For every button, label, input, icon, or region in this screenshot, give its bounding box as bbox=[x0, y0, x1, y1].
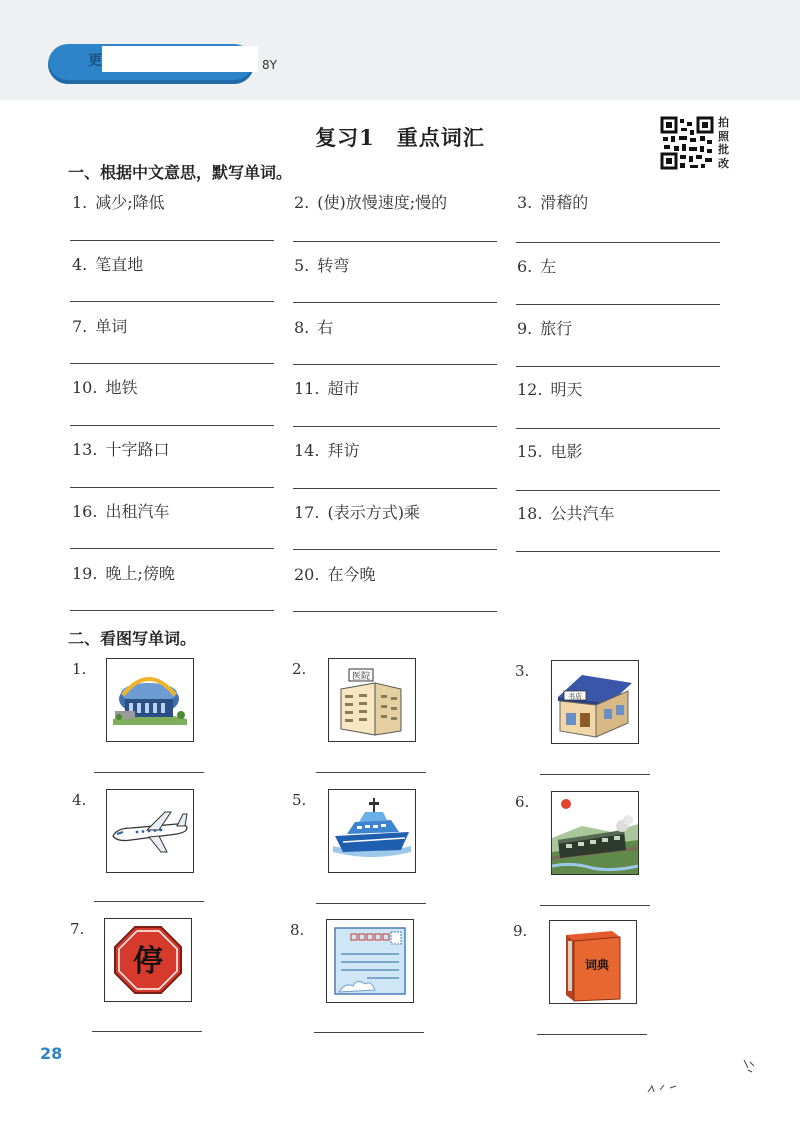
vocab-item-6: 6. 左 bbox=[517, 257, 557, 276]
ship-icon bbox=[329, 790, 415, 872]
stadium-icon bbox=[107, 659, 193, 741]
postcard-icon bbox=[327, 920, 413, 1002]
dictionary-title: 词典 bbox=[584, 958, 610, 972]
answer-blank-4[interactable] bbox=[70, 301, 274, 302]
picture-box-8 bbox=[326, 919, 414, 1003]
picture-box-3 bbox=[551, 660, 639, 744]
answer-blank-7[interactable] bbox=[70, 363, 274, 364]
answer-blank-20[interactable] bbox=[293, 611, 497, 612]
answer-blank-2[interactable] bbox=[293, 241, 497, 242]
vocab-item-16: 16. 出租汽车 bbox=[72, 502, 170, 521]
picture-box-6 bbox=[551, 791, 639, 875]
answer-blank-3[interactable] bbox=[516, 242, 720, 243]
picture-box-2 bbox=[328, 658, 416, 742]
answer-blank-19[interactable] bbox=[70, 610, 274, 611]
picture-blank-8[interactable] bbox=[314, 1032, 424, 1033]
picture-blank-2[interactable] bbox=[316, 772, 426, 773]
answer-blank-1[interactable] bbox=[70, 240, 274, 241]
qr-label: 拍 照 批 改 bbox=[718, 116, 729, 170]
picture-number-3: 3. bbox=[515, 662, 530, 680]
stop-sign-text: 停 bbox=[133, 944, 163, 979]
vocab-item-12: 12. 明天 bbox=[517, 380, 583, 399]
shop-sign: 书店 bbox=[568, 692, 582, 701]
picture-blank-5[interactable] bbox=[316, 903, 426, 904]
answer-blank-14[interactable] bbox=[293, 488, 497, 489]
answer-blank-15[interactable] bbox=[516, 490, 720, 491]
picture-number-2: 2. bbox=[292, 660, 307, 678]
vocab-item-13: 13. 十字路口 bbox=[72, 440, 170, 459]
vocab-item-7: 7. 单词 bbox=[72, 317, 128, 336]
vocab-item-15: 15. 电影 bbox=[517, 442, 583, 461]
answer-blank-8[interactable] bbox=[293, 364, 497, 365]
vocab-item-20: 20. 在今晚 bbox=[294, 565, 376, 584]
dictionary-icon bbox=[550, 921, 636, 1003]
answer-blank-6[interactable] bbox=[516, 304, 720, 305]
vocab-item-8: 8. 右 bbox=[294, 318, 334, 337]
picture-blank-3[interactable] bbox=[540, 774, 650, 775]
picture-box-7 bbox=[104, 918, 192, 1002]
redaction-patch bbox=[102, 46, 258, 72]
unit-tag: 更 bbox=[88, 53, 102, 69]
plane-icon bbox=[107, 790, 193, 872]
picture-number-1: 1. bbox=[72, 660, 87, 678]
hospital-icon bbox=[329, 659, 415, 741]
stop-sign-icon bbox=[105, 919, 191, 1001]
answer-blank-16[interactable] bbox=[70, 548, 274, 549]
vocab-item-14: 14. 拜访 bbox=[294, 441, 360, 460]
answer-blank-9[interactable] bbox=[516, 366, 720, 367]
picture-number-4: 4. bbox=[72, 791, 87, 809]
page-number: 28 bbox=[40, 1044, 63, 1063]
vocab-item-18: 18. 公共汽车 bbox=[517, 504, 615, 523]
picture-blank-9[interactable] bbox=[537, 1034, 647, 1035]
answer-blank-11[interactable] bbox=[293, 426, 497, 427]
picture-box-4 bbox=[106, 789, 194, 873]
section1-heading: 一、根据中文意思，默写单词。 bbox=[68, 163, 293, 182]
vocab-item-1: 1. 减少;降低 bbox=[72, 193, 165, 212]
vocab-item-2: 2. (使)放慢速度;慢的 bbox=[294, 193, 448, 212]
picture-number-8: 8. bbox=[290, 921, 305, 939]
picture-blank-1[interactable] bbox=[94, 772, 204, 773]
qr-code-icon[interactable] bbox=[660, 116, 714, 170]
picture-blank-6[interactable] bbox=[540, 905, 650, 906]
vocab-item-11: 11. 超市 bbox=[294, 379, 360, 398]
answer-blank-5[interactable] bbox=[293, 302, 497, 303]
vocab-item-19: 19. 晚上;傍晚 bbox=[72, 564, 175, 583]
answer-blank-12[interactable] bbox=[516, 428, 720, 429]
answer-blank-17[interactable] bbox=[293, 549, 497, 550]
picture-box-1 bbox=[106, 658, 194, 742]
vocab-item-10: 10. 地铁 bbox=[72, 378, 138, 397]
picture-blank-4[interactable] bbox=[94, 901, 204, 902]
shop-icon bbox=[552, 661, 638, 743]
vocab-item-5: 5. 转弯 bbox=[294, 256, 350, 275]
picture-box-9 bbox=[549, 920, 637, 1004]
page-title: 复习1 重点词汇 bbox=[315, 125, 485, 150]
answer-blank-13[interactable] bbox=[70, 487, 274, 488]
picture-number-5: 5. bbox=[292, 791, 307, 809]
vocab-item-3: 3. 滑稽的 bbox=[517, 193, 589, 212]
picture-number-7: 7. bbox=[70, 920, 85, 938]
unit-code: 8Y bbox=[262, 58, 277, 72]
picture-box-5 bbox=[328, 789, 416, 873]
picture-number-6: 6. bbox=[515, 793, 530, 811]
vocab-item-17: 17. (表示方式)乘 bbox=[294, 503, 420, 522]
pen-mark bbox=[640, 1052, 780, 1102]
answer-blank-10[interactable] bbox=[70, 425, 274, 426]
answer-blank-18[interactable] bbox=[516, 551, 720, 552]
picture-number-9: 9. bbox=[513, 922, 528, 940]
vocab-item-4: 4. 笔直地 bbox=[72, 255, 144, 274]
vocab-item-9: 9. 旅行 bbox=[517, 319, 573, 338]
picture-blank-7[interactable] bbox=[92, 1031, 202, 1032]
train-icon bbox=[552, 792, 638, 874]
hospital-sign: 医院 bbox=[351, 672, 371, 682]
section2-heading: 二、看图写单词。 bbox=[68, 629, 197, 648]
